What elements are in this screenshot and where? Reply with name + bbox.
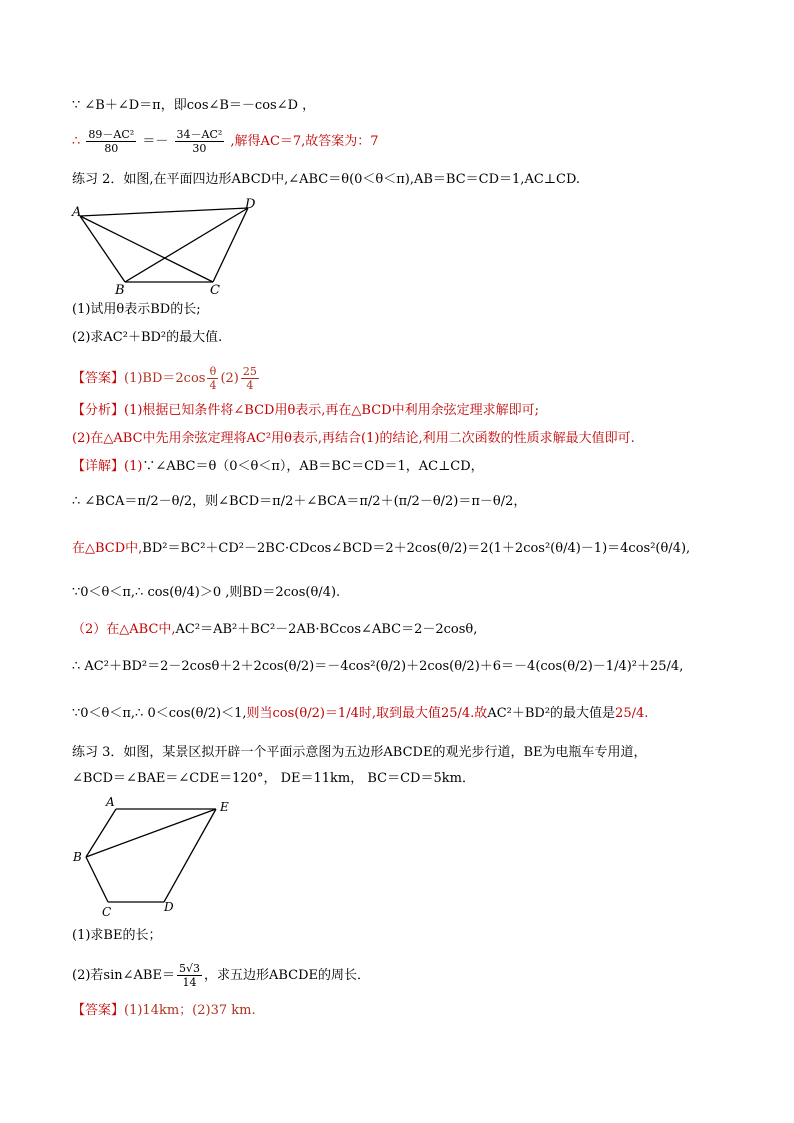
- question-1: (1)试用θ表示BD的长;: [72, 302, 201, 317]
- answer-fraction-1: $\frac{\theta}{4}$: [209, 365, 217, 392]
- question-2: (2)求AC²＋BD²的最大值.: [72, 330, 223, 345]
- detail-2: ∴ ∠BCA＝π/2－θ/2，则∠BCD＝π/2＋∠BCA＝π/2＋(π/2－θ/2)＝π－θ/2，: [72, 494, 527, 509]
- detail-6: ∴ AC²＋BD²＝2－2cosθ＋2＋2cos(θ/2)＝－4cos²(θ/2)＋2cos(θ/2)＋6＝－4(cos(θ/2)－1/4)²＋25/4,: [72, 659, 684, 674]
- label-b: B: [73, 850, 82, 864]
- question-4: (2)若sin∠ABE＝ $\frac{5√3}{14}$ ，求五边形ABCDE的周长．: [72, 962, 371, 989]
- line-solve-ac: ∴ $\frac{\text{89－AC²}}{80}$ ＝－ $\frac{\text{34－AC²}}{30}$ ,解得AC＝7,故答案为：7: [72, 128, 379, 155]
- detail-4: ∵0＜θ＜π,∴ cos(θ/4)＞0 ,则BD＝2cos(θ/4).: [72, 585, 341, 600]
- label-e: E: [220, 800, 229, 814]
- label-b: B: [115, 283, 125, 296]
- detail-1: 【详解】(1)∵∠ABC＝θ（0＜θ＜π），AB＝BC＝CD＝1，AC⊥CD，: [72, 459, 484, 474]
- label-a: A: [72, 205, 82, 220]
- fraction-1: $\frac{\text{89－AC²}}{80}$: [88, 128, 135, 155]
- answer-line: 【答案】(1)BD＝2cos $\frac{\theta}{4}$ (2) $\frac{25}{4}$: [72, 365, 257, 392]
- fraction-2: $\frac{\text{34－AC²}}{30}$: [176, 128, 223, 155]
- exercise-3-title: 练习 3．如图，某景区拟开辟一个平面示意图为五边形ABCDE的观光步行道，BE为电瓶车专用道，: [72, 745, 647, 760]
- label-a: A: [106, 795, 115, 809]
- answer-3: 【答案】(1)14km；(2)37 km.: [72, 1003, 256, 1018]
- label-c: C: [210, 283, 220, 296]
- detail-7: ∵0＜θ＜π,∴ 0＜cos(θ/2)＜1,则当cos(θ/2)＝1/4时,取到最大值25/4.故AC²＋BD²的最大值是25/4.: [72, 706, 649, 721]
- label-c: C: [102, 905, 112, 919]
- exercise-3-conditions: ∠BCD＝∠BAE＝∠CDE＝120°， DE＝11km， BC＝CD＝5km．: [72, 771, 475, 786]
- answer-fraction-2: $\frac{25}{4}$: [242, 365, 257, 392]
- analysis-2: (2)在△ABC中先用余弦定理将AC²用θ表示,再结合(1)的结论,利用二次函数的性质求解最大值即可.: [72, 431, 635, 446]
- analysis-1: 【分析】(1)根据已知条件将∠BCD用θ表示,再在△BCD中利用余弦定理求解即可;: [72, 403, 539, 418]
- detail-3: 在△BCD中,BD²＝BC²＋CD²－2BC·CDcos∠BCD＝2＋2cos(θ/2)＝2(1＋2cos²(θ/4)－1)＝4cos²(θ/4),: [72, 541, 691, 556]
- label-d: D: [245, 197, 256, 212]
- label-d: D: [164, 900, 174, 914]
- detail-5: （2）在△ABC中,AC²＝AB²＋BC²－2AB·BCcos∠ABC＝2－2cosθ,: [72, 622, 478, 637]
- line-cos: ∵ ∠B＋∠D＝π，即cos∠B＝－cos∠D ，: [72, 98, 316, 113]
- quadrilateral-figure: [70, 196, 270, 296]
- question-3: (1)求BE的长；: [72, 928, 162, 943]
- exercise-2-title: 练习 2．如图,在平面四边形ABCD中,∠ABC＝θ(0＜θ＜π),AB＝BC＝CD＝1,AC⊥CD.: [72, 172, 581, 187]
- pentagon-figure: [70, 795, 240, 920]
- sin-fraction: $\frac{5√3}{14}$: [178, 962, 200, 989]
